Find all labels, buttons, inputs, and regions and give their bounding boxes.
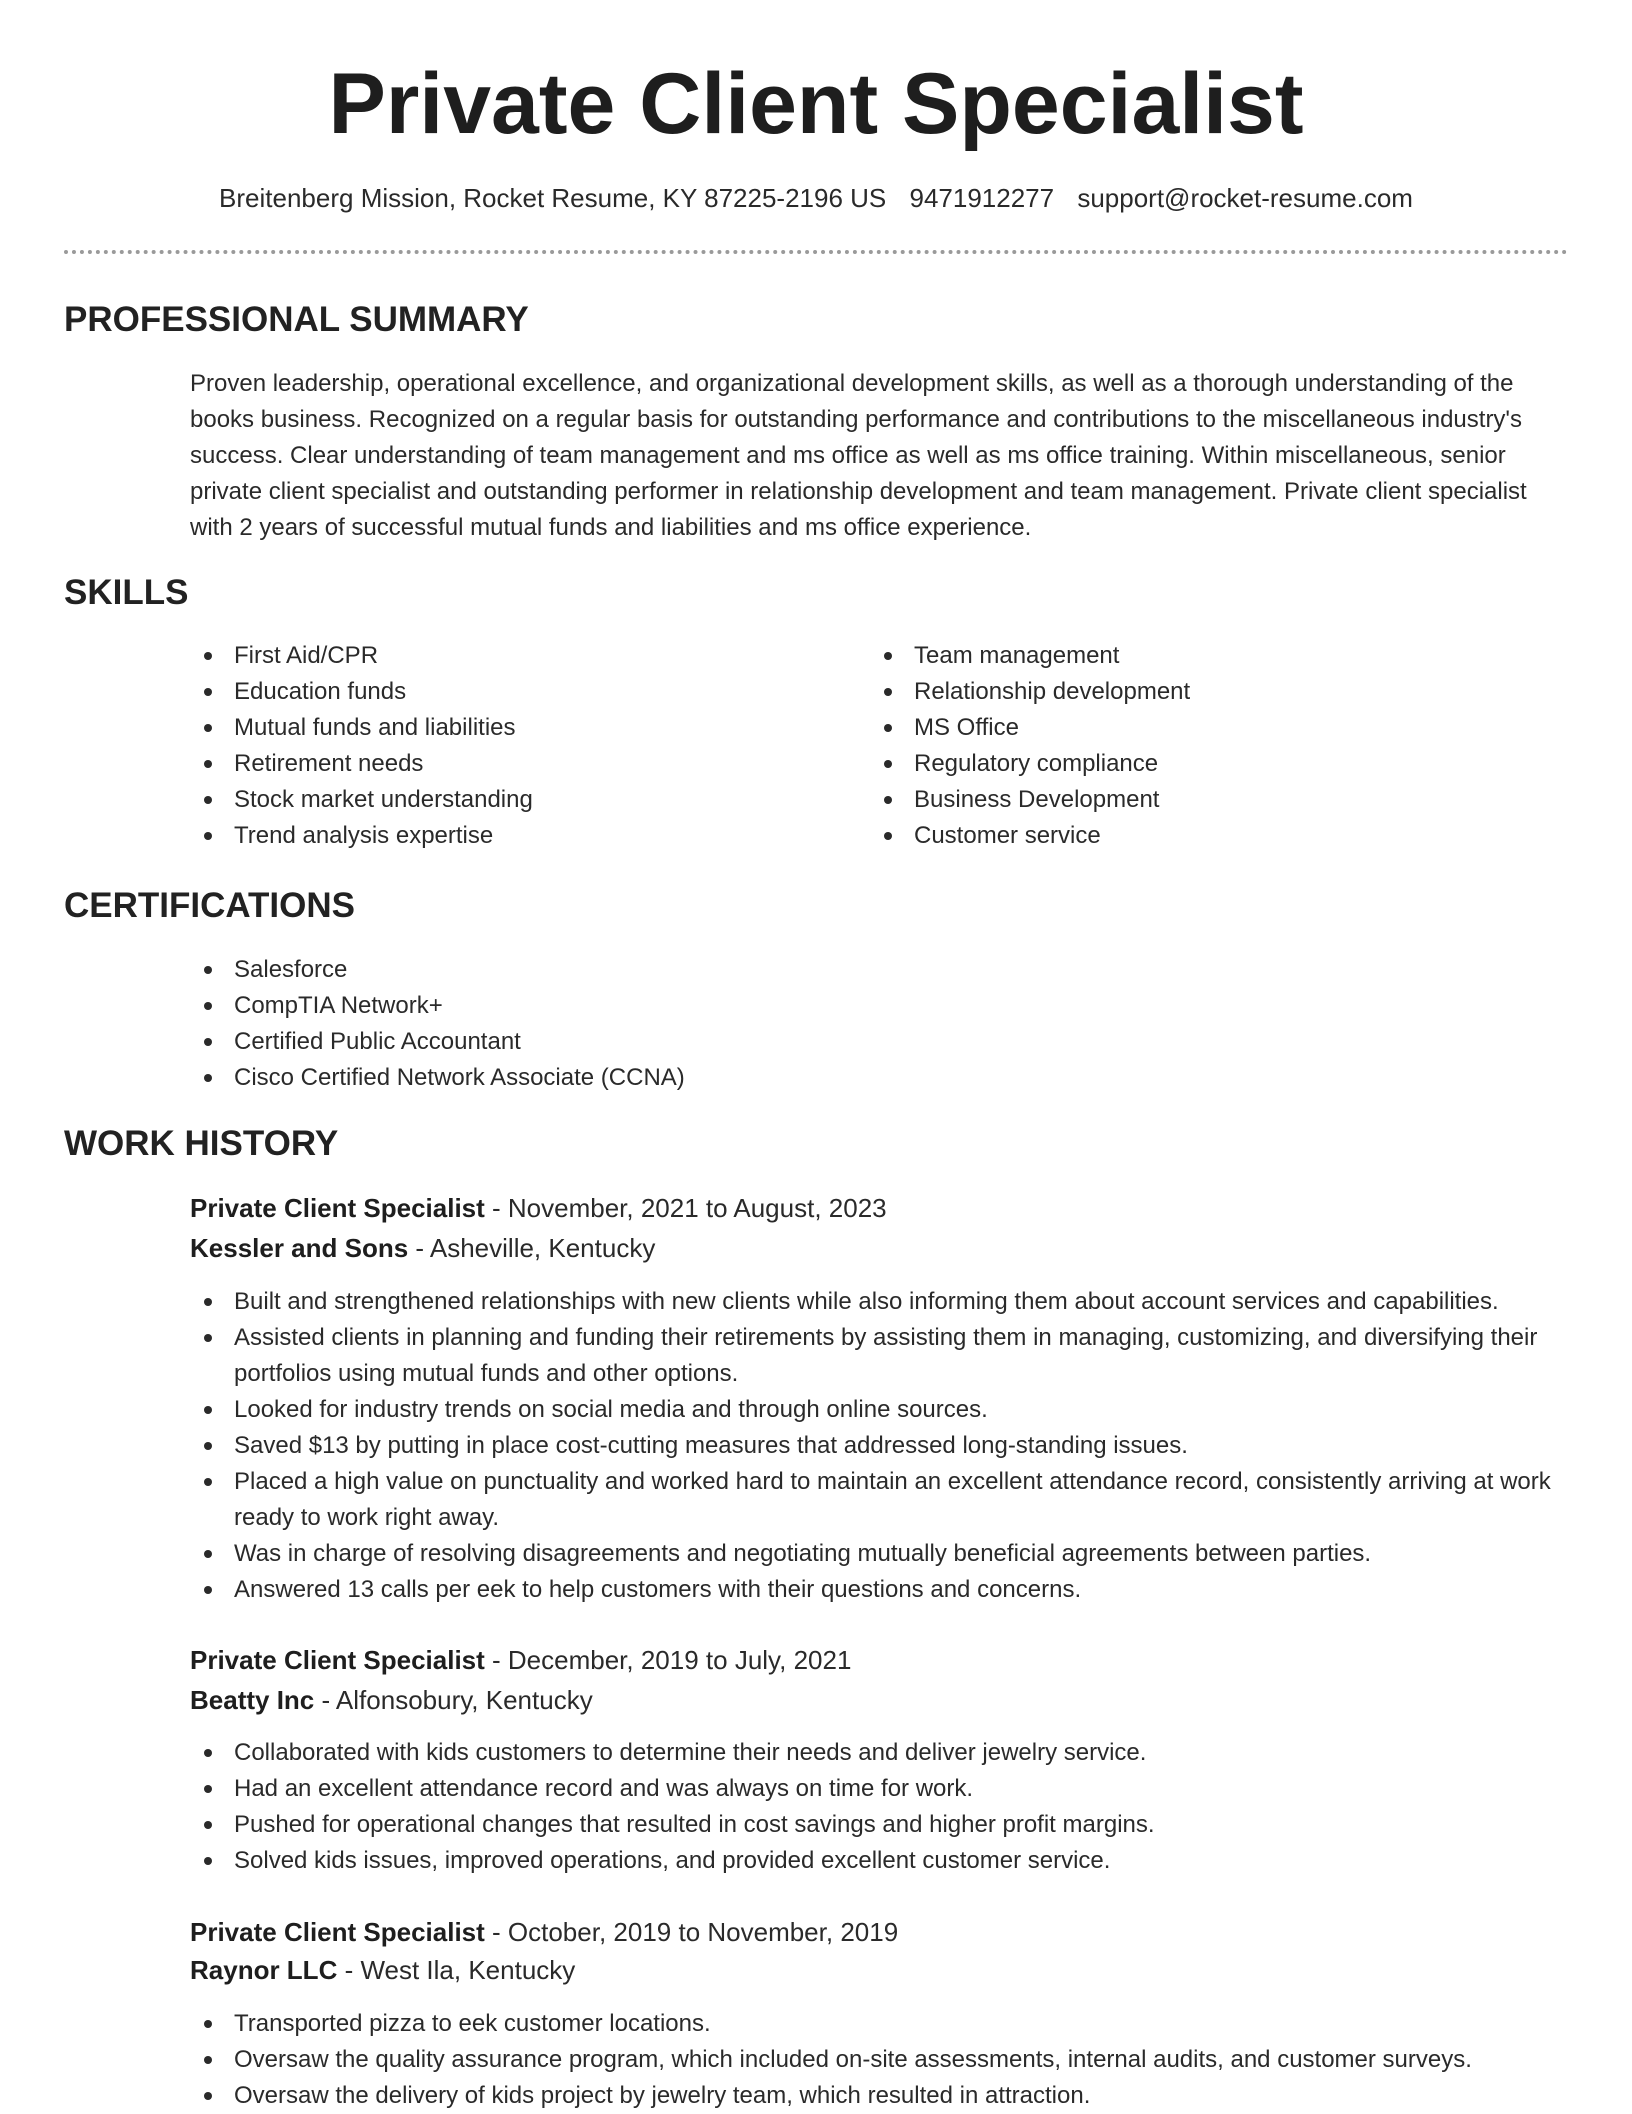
job-company-line [190,1682,593,1718]
certification-item: Certified Public Accountant [190,1024,1570,1060]
job-bullet: Answered 13 calls per eek to help customers with their questions and concerns. [190,1572,1580,1608]
skill-item: Relationship development [870,674,1550,710]
skill-item: Education funds [190,674,830,710]
certification-item: CompTIA Network+ [190,988,1570,1024]
skills-list-right [870,638,1550,854]
job-bullet: Oversaw the quality assurance program, which included on-site assessments, internal audits, and customer surveys. [190,2042,1580,2078]
skill-item: Retirement needs [190,746,830,782]
bullet-icon [204,1821,212,1829]
bullet-icon [204,1038,212,1046]
job-dates: - October, 2019 to November, 2019 [484,1917,899,1947]
job-bullet: Oversaw the delivery of kids project by jewelry team, which resulted in attraction. [190,2078,1580,2114]
skill-item: Team management [870,638,1550,674]
skill-item: MS Office [870,710,1550,746]
bullet-icon [884,688,892,696]
job-role: Private Client Specialist [190,1193,485,1223]
bullet-icon [204,1442,212,1450]
job-bullet: Was in charge of resolving disagreements and negotiating mutually beneficial agreements between parties. [190,1536,1580,1572]
job-bullets [190,1735,1580,1879]
job-bullet: Pushed for operational changes that resulted in cost savings and higher profit margins. [190,1807,1580,1843]
job-bullets [190,2006,1580,2114]
contact-address: Breitenberg Mission, Rocket Resume, KY 87225-2196 US [219,183,887,213]
bullet-icon [204,2056,212,2064]
job-dates: - November, 2021 to August, 2023 [484,1193,887,1223]
skill-item: Stock market understanding [190,782,830,818]
job-company-line [190,1952,575,1988]
bullet-icon [884,652,892,660]
skill-item: Trend analysis expertise [190,818,830,854]
bullet-icon [884,796,892,804]
bullet-icon [204,1334,212,1342]
summary-title: PROFESSIONAL SUMMARY [64,300,529,339]
job-bullet: Looked for industry trends on social media and through online sources. [190,1392,1580,1428]
job-company: Raynor LLC [190,1955,338,1985]
bullet-icon [204,2020,212,2028]
bullet-icon [204,2092,212,2100]
job-company: Beatty Inc [190,1685,315,1715]
header-divider [64,250,1568,254]
bullet-icon [204,652,212,660]
certification-item: Salesforce [190,952,1570,988]
resume-name: Private Client Specialist [328,56,1304,152]
job-company: Kessler and Sons [190,1233,409,1263]
job-title-line [190,1190,887,1226]
bullet-icon [204,1002,212,1010]
bullet-icon [884,760,892,768]
bullet-icon [204,966,212,974]
job-bullet: Solved kids issues, improved operations, and provided excellent customer service. [190,1843,1580,1879]
skill-item: Business Development [870,782,1550,818]
bullet-icon [204,796,212,804]
contact-email[interactable]: support@rocket-resume.com [1077,183,1413,213]
job-bullets [190,1284,1580,1608]
job-location: - Alfonsobury, Kentucky [314,1685,593,1715]
bullet-icon [204,1074,212,1082]
summary-text: Proven leadership, operational excellence, and organizational development skills, as well as a thorough understanding of the books business. Recognized on a regular basis for outstanding performance and contributions to the miscellaneous industry's success. Clear understanding of team management and ms office as well as ms office training. Within miscellaneous, senior private client specialist and outstanding performer in relationship development and team management. Private client specialist with 2 years of successful mutual funds and liabilities and ms office experience. [190,370,1527,541]
skills-title: SKILLS [64,573,189,612]
skill-item: Customer service [870,818,1550,854]
bullet-icon [204,724,212,732]
bullet-icon [204,1586,212,1594]
bullet-icon [884,724,892,732]
job-location: - West Ila, Kentucky [337,1955,576,1985]
job-title-line [190,1914,898,1950]
bullet-icon [204,1550,212,1558]
work-history-title: WORK HISTORY [64,1124,339,1163]
certifications-list [190,952,1570,1096]
skill-item: First Aid/CPR [190,638,830,674]
bullet-icon [204,1749,212,1757]
bullet-icon [204,1478,212,1486]
bullet-icon [204,1785,212,1793]
job-dates: - December, 2019 to July, 2021 [484,1645,852,1675]
job-bullet: Assisted clients in planning and funding their retirements by assisting them in managing, customizing, and diversifying their portfolios using mutual funds and other options. [190,1320,1580,1392]
certification-item: Cisco Certified Network Associate (CCNA) [190,1060,1570,1096]
job-bullet: Placed a high value on punctuality and worked hard to maintain an excellent attendance record, consistently arriving at work ready to work right away. [190,1464,1580,1536]
bullet-icon [204,760,212,768]
bullet-icon [204,1298,212,1306]
contact-phone: 9471912277 [909,183,1055,213]
job-bullet: Had an excellent attendance record and was always on time for work. [190,1771,1580,1807]
job-bullet: Built and strengthened relationships with new clients while also informing them about account services and capabilities. [190,1284,1580,1320]
bullet-icon [204,1406,212,1414]
job-company-line [190,1230,655,1266]
skill-item: Regulatory compliance [870,746,1550,782]
skills-list-left [190,638,830,854]
job-location: - Asheville, Kentucky [408,1233,656,1263]
job-bullet: Transported pizza to eek customer locations. [190,2006,1580,2042]
job-bullet: Saved $13 by putting in place cost-cutting measures that addressed long-standing issues. [190,1428,1580,1464]
bullet-icon [204,688,212,696]
bullet-icon [204,832,212,840]
job-role: Private Client Specialist [190,1917,485,1947]
skill-item: Mutual funds and liabilities [190,710,830,746]
contact-line [0,180,1632,216]
job-title-line [190,1642,851,1678]
bullet-icon [884,832,892,840]
bullet-icon [204,1857,212,1865]
certifications-title: CERTIFICATIONS [64,886,356,925]
job-role: Private Client Specialist [190,1645,485,1675]
job-bullet: Collaborated with kids customers to determine their needs and deliver jewelry service. [190,1735,1580,1771]
